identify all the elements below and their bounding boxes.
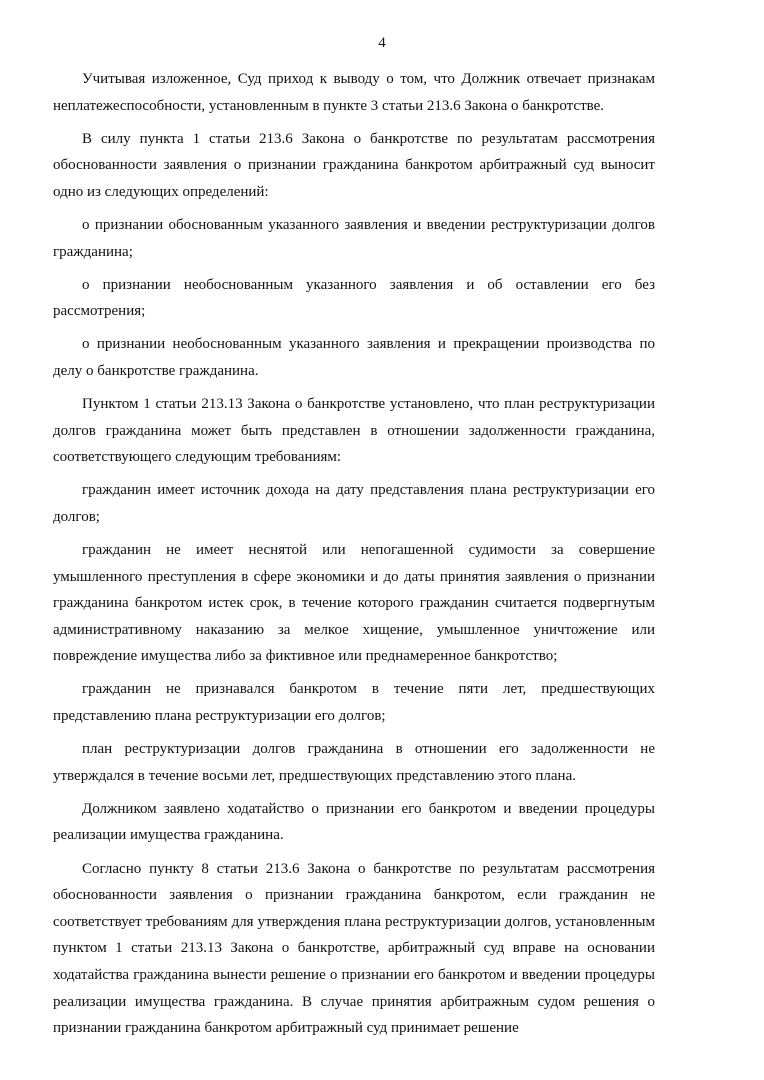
paragraph-requirement-no-plan: план реструктуризации долгов гражданина в отношении его задолженности не утверждался в течение восьми лет, предшествующих представлению этого плана. — [53, 741, 655, 784]
paragraph-conclusion-insolvency: Учитывая изложенное, Суд приход к выводу о том, что Должник отвечает признакам неплатежеспособности, установленным в пункте 3 статьи 213.6 Закона о банкротстве. — [53, 71, 655, 114]
paragraph-debtor-motion: Должником заявлено ходатайство о признании его банкротом и введении процедуры реализации имущества гражданина. — [53, 800, 655, 844]
page-number: 4 — [378, 35, 386, 51]
paragraph-option-leave-without-review: о признании необоснованным указанного заявления и об оставлении его без рассмотрения; — [53, 276, 655, 320]
document-body — [53, 66, 655, 1048]
paragraph-article-213-13-p1: Пунктом 1 статьи 213.13 Закона о банкротстве установлено, что план реструктуризации долгов гражданина может быть представлен в отношении задолженности гражданина, соответствующего следующим требованиям: — [53, 396, 655, 466]
paragraph-option-restructuring: о признании обоснованным указанного заявления и введении реструктуризации долгов гражданина; — [53, 216, 655, 260]
paragraph-requirement-no-conviction: гражданин не имеет неснятой или непогашенной судимости за совершение умышленного преступления в сфере экономики и до даты принятия заявления о признании гражданина банкротом истек срок, в течение которого гражданин считается подвергнутым административному наказанию за мелкое хищение, умышленное уничтожение или повреждение имущества либо за фиктивное или преднамеренное банкротство; — [53, 542, 655, 665]
paragraph-requirement-income: гражданин имеет источник дохода на дату представления плана реструктуризации его долгов; — [53, 482, 655, 525]
paragraph-article-213-6-p1: В силу пункта 1 статьи 213.6 Закона о банкротстве по результатам рассмотрения обоснованности заявления о признании гражданина банкротом арбитражный суд выносит одно из следующих определений: — [53, 130, 655, 200]
paragraph-article-213-6-p8: Согласно пункту 8 статьи 213.6 Закона о банкротстве по результатам рассмотрения обоснованности заявления о признании гражданина банкротом, если гражданин не соответствует требованиям для утверждения плана реструктуризации долгов, установленным пунктом 1 статьи 213.13 Закона о банкротстве, арбитражный суд вправе на основании ходатайства гражданина вынести решение о признании его банкротом и введении процедуры реализации имущества гражданина. В случае принятия арбитражным судом решения о признании гражданина банкротом арбитражный суд принимает решение — [53, 860, 655, 1037]
paragraph-option-terminate-proceedings: о признании необоснованным указанного заявления и прекращении производства по делу о банкротстве гражданина. — [53, 336, 655, 379]
paragraph-requirement-no-bankruptcy: гражданин не признавался банкротом в течение пяти лет, предшествующих представлению плана реструктуризации его долгов; — [53, 681, 655, 725]
